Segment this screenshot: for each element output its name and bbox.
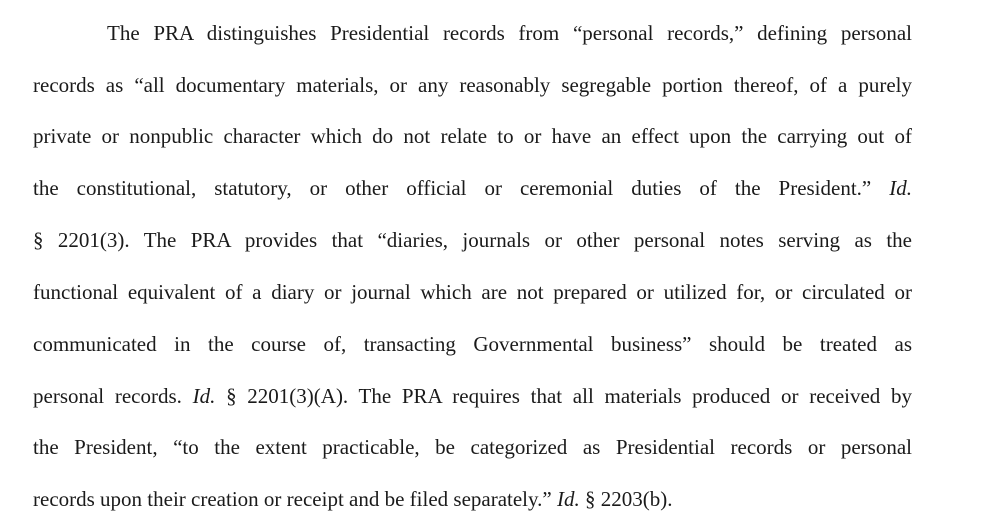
text-line-2 bbox=[33, 70, 912, 100]
text-line-3 bbox=[33, 121, 912, 151]
text-line-7 bbox=[33, 329, 912, 359]
text-segment: communicated in the course of, transacting Governmental business” should be treated as bbox=[33, 332, 912, 356]
text-line-5 bbox=[33, 225, 912, 255]
citation-id: Id. bbox=[556, 487, 580, 511]
text-segment: The PRA requires that all materials produced or received by bbox=[358, 384, 913, 408]
citation-id: Id. bbox=[192, 384, 216, 408]
text-segment: The PRA distinguishes Presidential records from “personal records,” defining personal bbox=[107, 21, 912, 45]
text-segment: private or nonpublic character which do not relate to or have an effect upon the carrying out of bbox=[33, 124, 912, 148]
text-segment: records upon their creation or receipt and be filed separately.” bbox=[33, 487, 552, 511]
text-segment: the constitutional, statutory, or other official or ceremonial duties of the President.” bbox=[33, 176, 872, 200]
text-line-6 bbox=[33, 277, 912, 307]
citation-section: § 2201(3). bbox=[33, 228, 130, 252]
citation-section: § 2201(3)(A). bbox=[226, 384, 349, 408]
text-line-8 bbox=[33, 381, 912, 411]
citation-id: Id. bbox=[889, 176, 912, 200]
text-segment: the President, “to the extent practicable, be categorized as Presidential records or personal bbox=[33, 435, 912, 459]
text-line-1 bbox=[107, 18, 912, 48]
text-line-4 bbox=[33, 173, 912, 203]
text-segment: functional equivalent of a diary or journal which are not prepared or utilized for, or circulated or bbox=[33, 280, 912, 304]
text-segment: personal records. bbox=[33, 384, 182, 408]
citation-section: § 2203(b). bbox=[584, 487, 673, 511]
text-segment: The PRA provides that “diaries, journals or other personal notes serving as the bbox=[143, 228, 912, 252]
text-line-9 bbox=[33, 432, 912, 462]
text-line-10 bbox=[33, 484, 912, 514]
text-segment: records as “all documentary materials, or any reasonably segregable portion thereof, of a purely bbox=[33, 73, 912, 97]
